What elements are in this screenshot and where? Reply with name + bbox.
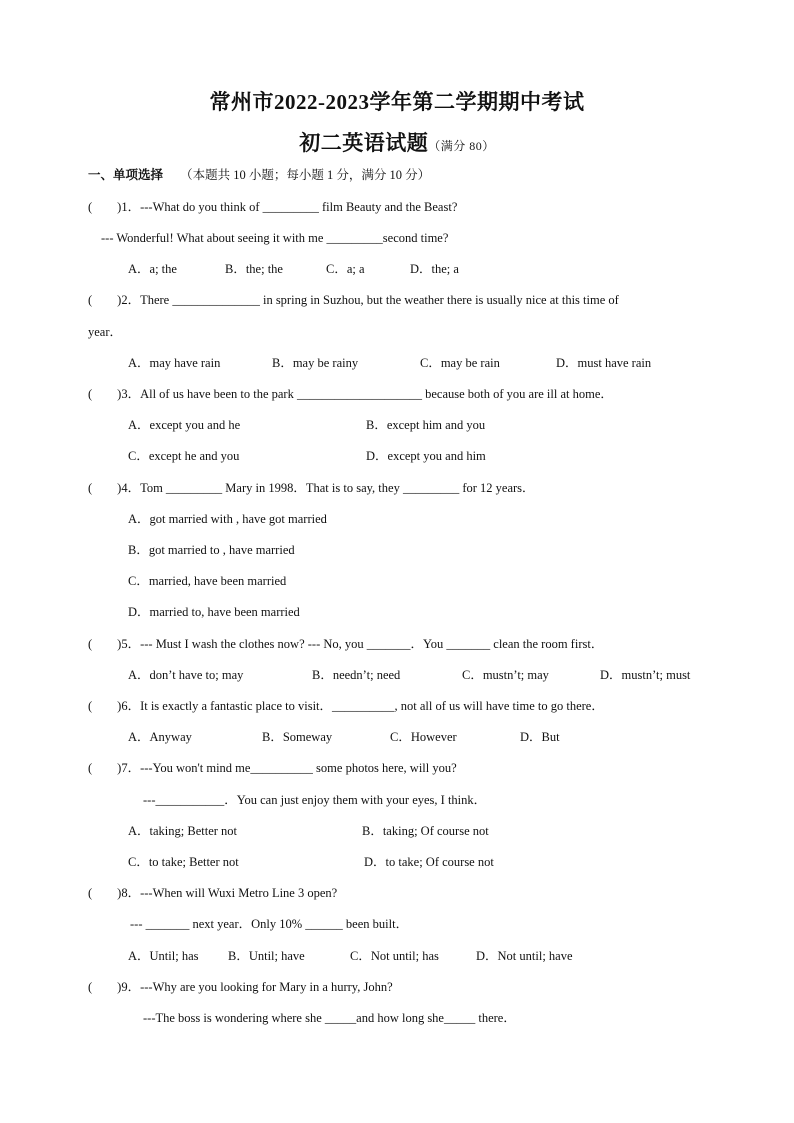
question-8-option-d[interactable]: D．Not until; have [476,949,573,963]
question-8-option-c[interactable]: C．Not until; has [350,949,439,963]
question-8-option-a[interactable]: A．Until; has [128,949,199,963]
question-8-stem: ( )8．---When will Wuxi Metro Line 3 open? [88,886,338,900]
question-2-option-a[interactable]: A．may have rain [128,356,221,370]
question-7-stem: ( )7．---You won't mind me__________ some photos here, will you? [88,761,457,775]
question-9-stem: ( )9．---Why are you looking for Mary in a hurry, John? [88,980,393,994]
exam-subtitle [0,127,794,157]
question-6-option-b[interactable]: B．Someway [262,730,333,744]
question-7-stem-2: ---___________．You can just enjoy them with your eyes, I think． [143,793,487,807]
question-6-option-a[interactable]: A．Anyway [128,730,192,744]
question-4-stem: ( )4．Tom _________ Mary in 1998．That is to say, they _________ for 12 years． [88,481,535,495]
question-5-option-d[interactable]: D．mustn’t; must [600,668,691,682]
question-3-option-c[interactable]: C．except he and you [128,449,240,463]
question-1-stem-2: --- Wonderful! What about seeing it with me _________second time? [101,231,449,245]
question-1-option-b[interactable]: B．the; the [225,262,283,276]
question-4-option-a[interactable]: A．got married with , have got married [128,512,327,526]
question-1-stem: ( )1．---What do you think of _________ film Beauty and the Beast? [88,200,458,214]
question-3-option-b[interactable]: B．except him and you [366,418,486,432]
question-9-stem-2: ---The boss is wondering where she _____and how long she_____ there． [143,1011,516,1025]
section-note: （本题共 10 小题；每小题 1 分，满分 10 分） [180,168,431,182]
question-7-option-a[interactable]: A．taking; Better not [128,824,238,838]
subtitle-text: 初二英语试题 [299,131,429,155]
question-8-option-b[interactable]: B．Until; have [228,949,305,963]
section-title: 一、单项选择 [88,168,164,182]
question-4-option-d[interactable]: D．married to, have been married [128,605,300,619]
exam-title: 常州市2022-2023学年第二学期期中考试 [209,90,585,114]
question-3-option-a[interactable]: A．except you and he [128,418,241,432]
question-5-option-a[interactable]: A．don’t have to; may [128,668,244,682]
question-2-option-c[interactable]: C．may be rain [420,356,500,370]
question-6-option-c[interactable]: C．However [390,730,457,744]
question-2-option-b[interactable]: B．may be rainy [272,356,359,370]
question-2-option-d[interactable]: D．must have rain [556,356,652,370]
question-7-option-d[interactable]: D．to take; Of course not [364,855,494,869]
question-2-stem: ( )2．There ______________ in spring in Suzhou, but the weather there is usually nice at this time of [88,293,619,307]
question-7-option-b[interactable]: B．taking; Of course not [362,824,489,838]
question-3-stem: ( )3．All of us have been to the park ____________________ because both of you are ill at home． [88,387,613,401]
question-4-option-c[interactable]: C．married, have been married [128,574,287,588]
subtitle-score-note: （满分 80） [428,139,495,153]
question-6-stem: ( )6．It is exactly a fantastic place to visit．__________, not all of us will have time to go there． [88,699,604,713]
question-8-stem-2: --- _______ next year．Only 10% ______ been built． [130,917,409,931]
question-1-option-d[interactable]: D．the; a [410,262,459,276]
question-4-option-b[interactable]: B．got married to , have married [128,543,295,557]
question-5-stem: ( )5．--- Must I wash the clothes now? --- No, you _______．You _______ clean the room first． [88,637,604,651]
question-5-option-b[interactable]: B．needn’t; need [312,668,401,682]
question-6-option-d[interactable]: D．But [520,730,560,744]
question-2-stem-2: year． [88,325,123,339]
question-1-option-c[interactable]: C．a; a [326,262,365,276]
section-heading [88,167,430,183]
question-7-option-c[interactable]: C．to take; Better not [128,855,239,869]
question-3-option-d[interactable]: D．except you and him [366,449,486,463]
question-1-option-a[interactable]: A．a; the [128,262,177,276]
question-5-option-c[interactable]: C．mustn’t; may [462,668,549,682]
